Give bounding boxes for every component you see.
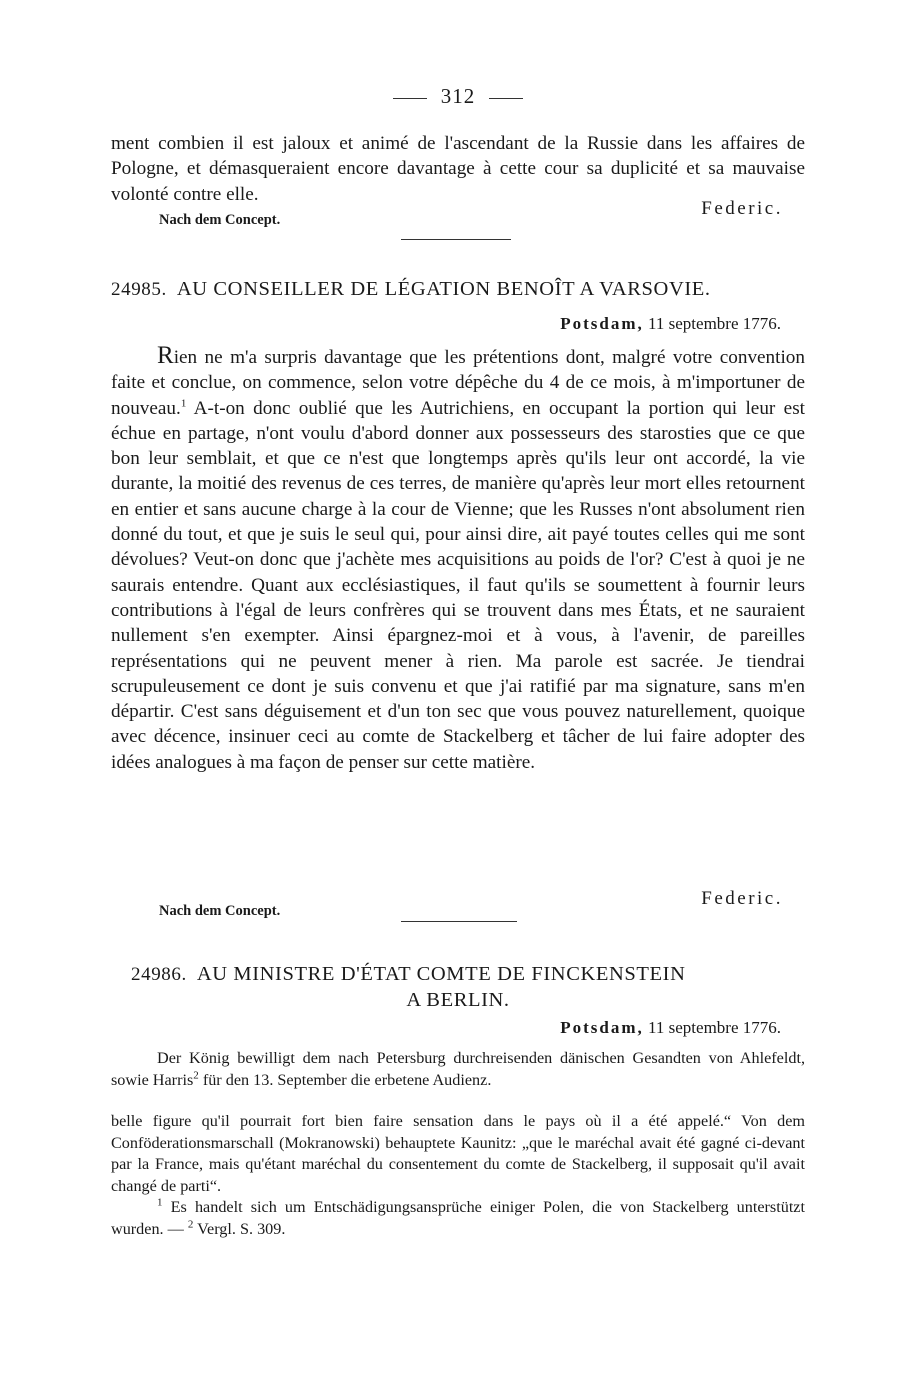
footnote-1: Es handelt sich um Entschädigungsansprüche einiger Polen, die von Stackelberg unterstützt wurden. — — [111, 1198, 805, 1238]
letter-summary-24986 — [111, 1048, 805, 1091]
footnote-ref-1: 1 — [180, 397, 187, 410]
source-note-2: Nach dem Concept. — [159, 903, 281, 919]
header-rule-left — [393, 98, 427, 99]
footnote-mark-2: 2 — [187, 1218, 194, 1231]
separator-rule-1 — [401, 239, 511, 240]
date: 11 septembre 1776. — [648, 1018, 781, 1037]
summary-paragraph — [111, 1048, 805, 1091]
summary-text-a: Der König bewilligt dem nach Petersburg durchreisenden dänischen Gesandten von Ahlefeldt, sowie Harris — [111, 1049, 805, 1089]
letter-title-line1: AU MINISTRE D'ÉTAT COMTE DE FINCKENSTEIN — [196, 963, 686, 985]
dateline-24985 — [560, 314, 781, 334]
letter-number: 24986. — [131, 964, 187, 985]
place: Potsdam, — [560, 1018, 644, 1037]
page-number: 312 — [440, 84, 476, 108]
letter-title-line2: A BERLIN. — [406, 989, 510, 1011]
header-rule-right — [489, 98, 523, 99]
footnote-ref-2: 2 — [193, 1069, 199, 1082]
letter-heading-24986 — [131, 963, 685, 986]
summary-text-b: für den 13. September die erbetene Audienz. — [198, 1070, 492, 1089]
separator-rule-2 — [401, 921, 517, 922]
letter-body-24985 — [111, 343, 805, 775]
letter-paragraph — [111, 343, 805, 775]
body-text-b: A-t-on donc oublié que les Autrichiens, en occupant la portion qui leur est échue en partage, n'ont voulu d'abord donner aux possesseurs des starosties que ce que bon leur semblait, et que ce n'est que longtemps après qu'ils leur ont accordé, la vie durante, la moitié des revenus de ces terres, de manière qu'après leur mort elles retournent en entier et sans aucune charge à la cour de Vienne; que les Russes n'ont absolument rien donné du tout, et que je suis le seul qui, pour ainsi dire, ait payé toutes celles qui me sont dévolues? Veut-on donc que j'achète mes acquisitions au poids de l'or? C'est à quoi je ne saurais entendre. Quant aux ecclésiastiques, il faut qu'ils se soumettent à fournir leurs contributions à l'égal de leurs confrères qui se trouvent dans mes États, et ne sauraient nullement s'en exempter. Ainsi épargnez-moi et à vous, à l'avenir, de pareilles représentations qui ne peuvent mener à rien. Ma parole est sacrée. Je tiendrai scrupuleusement ce dont je suis convenu et que j'ai ratifié par ma signature, sans m'en départir. C'est sans déguisement et d'un ton sec que vous pouvez naturellement, quoique avec décence, insinuer ceci au comte de Stackelberg et tâcher de lui faire adopter des idées analogues à ma façon de penser sur cette matière. — [111, 397, 805, 773]
source-note-1: Nach dem Concept. — [159, 212, 281, 228]
continued-paragraph — [111, 131, 805, 207]
signature-1: Federic. — [701, 198, 783, 219]
signature-2: Federic. — [701, 888, 783, 909]
letter-number: 24985. — [111, 279, 167, 300]
dateline-24986 — [560, 1018, 781, 1038]
letter-title: AU CONSEILLER DE LÉGATION BENOÎT A VARSOVIE. — [176, 278, 711, 300]
footnote-mark-1: 1 — [157, 1196, 163, 1209]
body-text-a: ien ne m'a surpris davantage que les prétentions dont, malgré votre convention faite et conclue, on commence, selon votre dépêche du 4 de ce mois, à m'importuner de nouveau. — [111, 347, 805, 419]
running-header — [111, 84, 805, 109]
date: 11 septembre 1776. — [648, 314, 781, 333]
letter-heading-24985 — [111, 278, 711, 301]
continued-text: ment combien il est jaloux et animé de l'ascendant de la Russie dans les affaires de Pologne, et démasqueraient encore davantage à cette cour sa duplicité et sa mauvaise volonté contre elle. — [111, 133, 805, 205]
footnotes — [111, 1111, 805, 1240]
drop-capital: R — [157, 342, 174, 369]
footnote-entries — [111, 1197, 805, 1240]
place: Potsdam, — [560, 314, 644, 333]
footnote-continuation: belle figure qu'il pourrait fort bien faire sensation dans le pays où il a été appelé.“ Von dem Conföderationsmarschall (Mokranowski) behauptete Kaunitz: „que le maréchal avait été gagné ci-devant par la France, mais qu'étant maréchal du consentement du comte de Stackelberg, il supposait qu'il avait changé de parti“. — [111, 1112, 805, 1195]
footnote-2: Vergl. S. 309. — [193, 1219, 286, 1238]
